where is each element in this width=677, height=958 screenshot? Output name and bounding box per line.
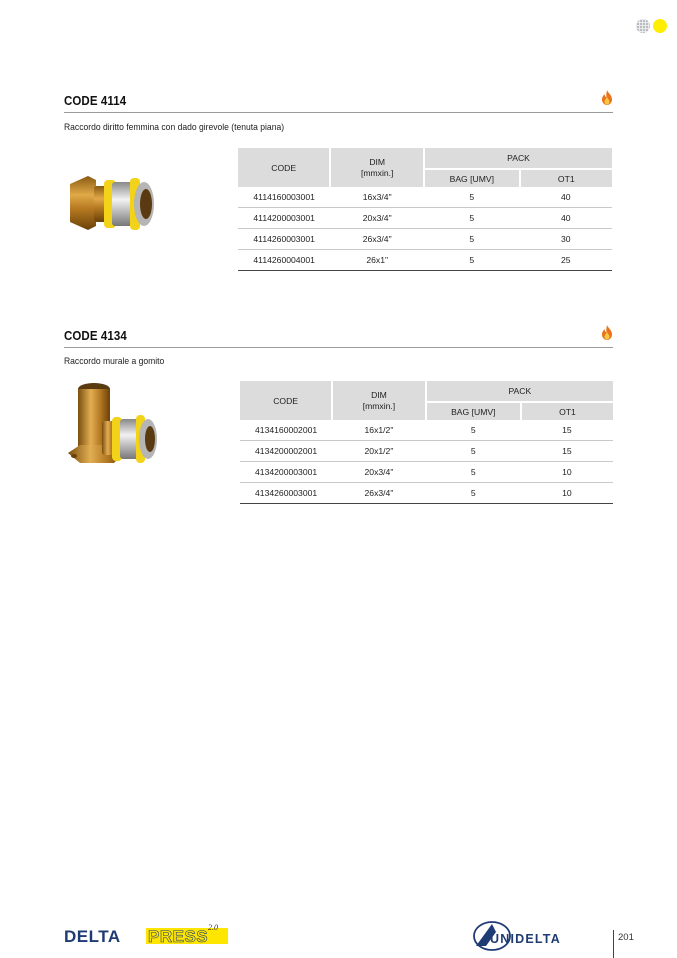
col-header-code: CODE bbox=[238, 148, 330, 187]
section-title: CODE 4134 bbox=[64, 329, 127, 343]
brand-delta: DELTA bbox=[64, 927, 121, 946]
col-header-ot: OT1 bbox=[521, 402, 613, 420]
cell-ot: 30 bbox=[520, 229, 612, 250]
section-title: CODE 4114 bbox=[64, 94, 127, 108]
product-table bbox=[240, 381, 613, 504]
cell-ot: 40 bbox=[520, 208, 612, 229]
section-rule bbox=[64, 112, 613, 113]
col-header-ot: OT1 bbox=[520, 169, 612, 187]
cell-dim: 16x1/2" bbox=[332, 420, 425, 441]
cell-bag: 5 bbox=[424, 250, 520, 271]
cell-code: 4134160002001 bbox=[240, 420, 332, 441]
deltapress-logo bbox=[64, 923, 230, 947]
table-row bbox=[238, 229, 612, 250]
cell-code: 4114260004001 bbox=[238, 250, 330, 271]
cell-dim: 20x1/2" bbox=[332, 441, 425, 462]
dim-unit: [mmxin.] bbox=[362, 400, 396, 411]
dim-label: DIM bbox=[369, 156, 386, 167]
cell-bag: 5 bbox=[426, 462, 521, 483]
cell-bag: 5 bbox=[426, 420, 521, 441]
table-row bbox=[240, 462, 613, 483]
table-row bbox=[240, 483, 613, 504]
cell-dim: 26x1" bbox=[330, 250, 424, 271]
product-table bbox=[238, 148, 612, 271]
cell-dim: 20x3/4" bbox=[332, 462, 425, 483]
table-row bbox=[238, 208, 612, 229]
section-subtitle: Raccordo diritto femmina con dado girevole (tenuta piana) bbox=[64, 122, 285, 133]
brand-mark: 2.0 bbox=[208, 923, 218, 932]
flame-icon bbox=[601, 90, 613, 105]
cell-dim: 26x3/4" bbox=[330, 229, 424, 250]
col-header-pack: PACK bbox=[426, 381, 613, 402]
cell-code: 4134260003001 bbox=[240, 483, 332, 504]
cell-bag: 5 bbox=[424, 208, 520, 229]
col-header-dim bbox=[332, 381, 425, 420]
cell-code: 4134200002001 bbox=[240, 441, 332, 462]
cell-ot: 40 bbox=[520, 187, 612, 208]
cell-ot: 15 bbox=[521, 420, 613, 441]
header-icons bbox=[636, 19, 667, 33]
table-row bbox=[238, 250, 612, 271]
fitting-photo-wall-elbow bbox=[66, 381, 158, 475]
page-number: 201 bbox=[618, 932, 634, 943]
cell-ot: 10 bbox=[521, 483, 613, 504]
cell-ot: 15 bbox=[521, 441, 613, 462]
table-row bbox=[240, 420, 613, 441]
cell-bag: 5 bbox=[426, 441, 521, 462]
col-header-bag: BAG [UMV] bbox=[426, 402, 521, 420]
table-row bbox=[238, 187, 612, 208]
page-divider bbox=[613, 930, 614, 958]
cell-bag: 5 bbox=[426, 483, 521, 504]
col-header-code: CODE bbox=[240, 381, 332, 420]
cell-code: 4114200003001 bbox=[238, 208, 330, 229]
cell-ot: 10 bbox=[521, 462, 613, 483]
brand-press: PRESS bbox=[148, 927, 209, 946]
cell-code: 4114260003001 bbox=[238, 229, 330, 250]
dim-unit: [mmxin.] bbox=[360, 167, 394, 178]
brand-unidelta: UNIDELTA bbox=[490, 932, 561, 946]
table-row bbox=[240, 441, 613, 462]
section-4134 bbox=[64, 329, 613, 519]
col-header-dim bbox=[330, 148, 424, 187]
cell-code: 4114160003001 bbox=[238, 187, 330, 208]
grid-dot-icon bbox=[636, 19, 650, 33]
cell-ot: 25 bbox=[520, 250, 612, 271]
cell-bag: 5 bbox=[424, 229, 520, 250]
unidelta-logo bbox=[470, 918, 605, 952]
col-header-bag: BAG [UMV] bbox=[424, 169, 520, 187]
section-rule bbox=[64, 347, 613, 348]
section-subtitle: Raccordo murale a gomito bbox=[64, 356, 165, 367]
cell-code: 4134200003001 bbox=[240, 462, 332, 483]
cell-dim: 16x3/4" bbox=[330, 187, 424, 208]
cell-bag: 5 bbox=[424, 187, 520, 208]
yellow-dot-icon bbox=[653, 19, 667, 33]
dim-label: DIM bbox=[371, 389, 387, 400]
cell-dim: 26x3/4" bbox=[332, 483, 425, 504]
section-4114 bbox=[64, 94, 613, 284]
flame-icon bbox=[601, 325, 613, 340]
fitting-photo-straight-female bbox=[66, 170, 156, 238]
cell-dim: 20x3/4" bbox=[330, 208, 424, 229]
col-header-pack: PACK bbox=[424, 148, 612, 169]
